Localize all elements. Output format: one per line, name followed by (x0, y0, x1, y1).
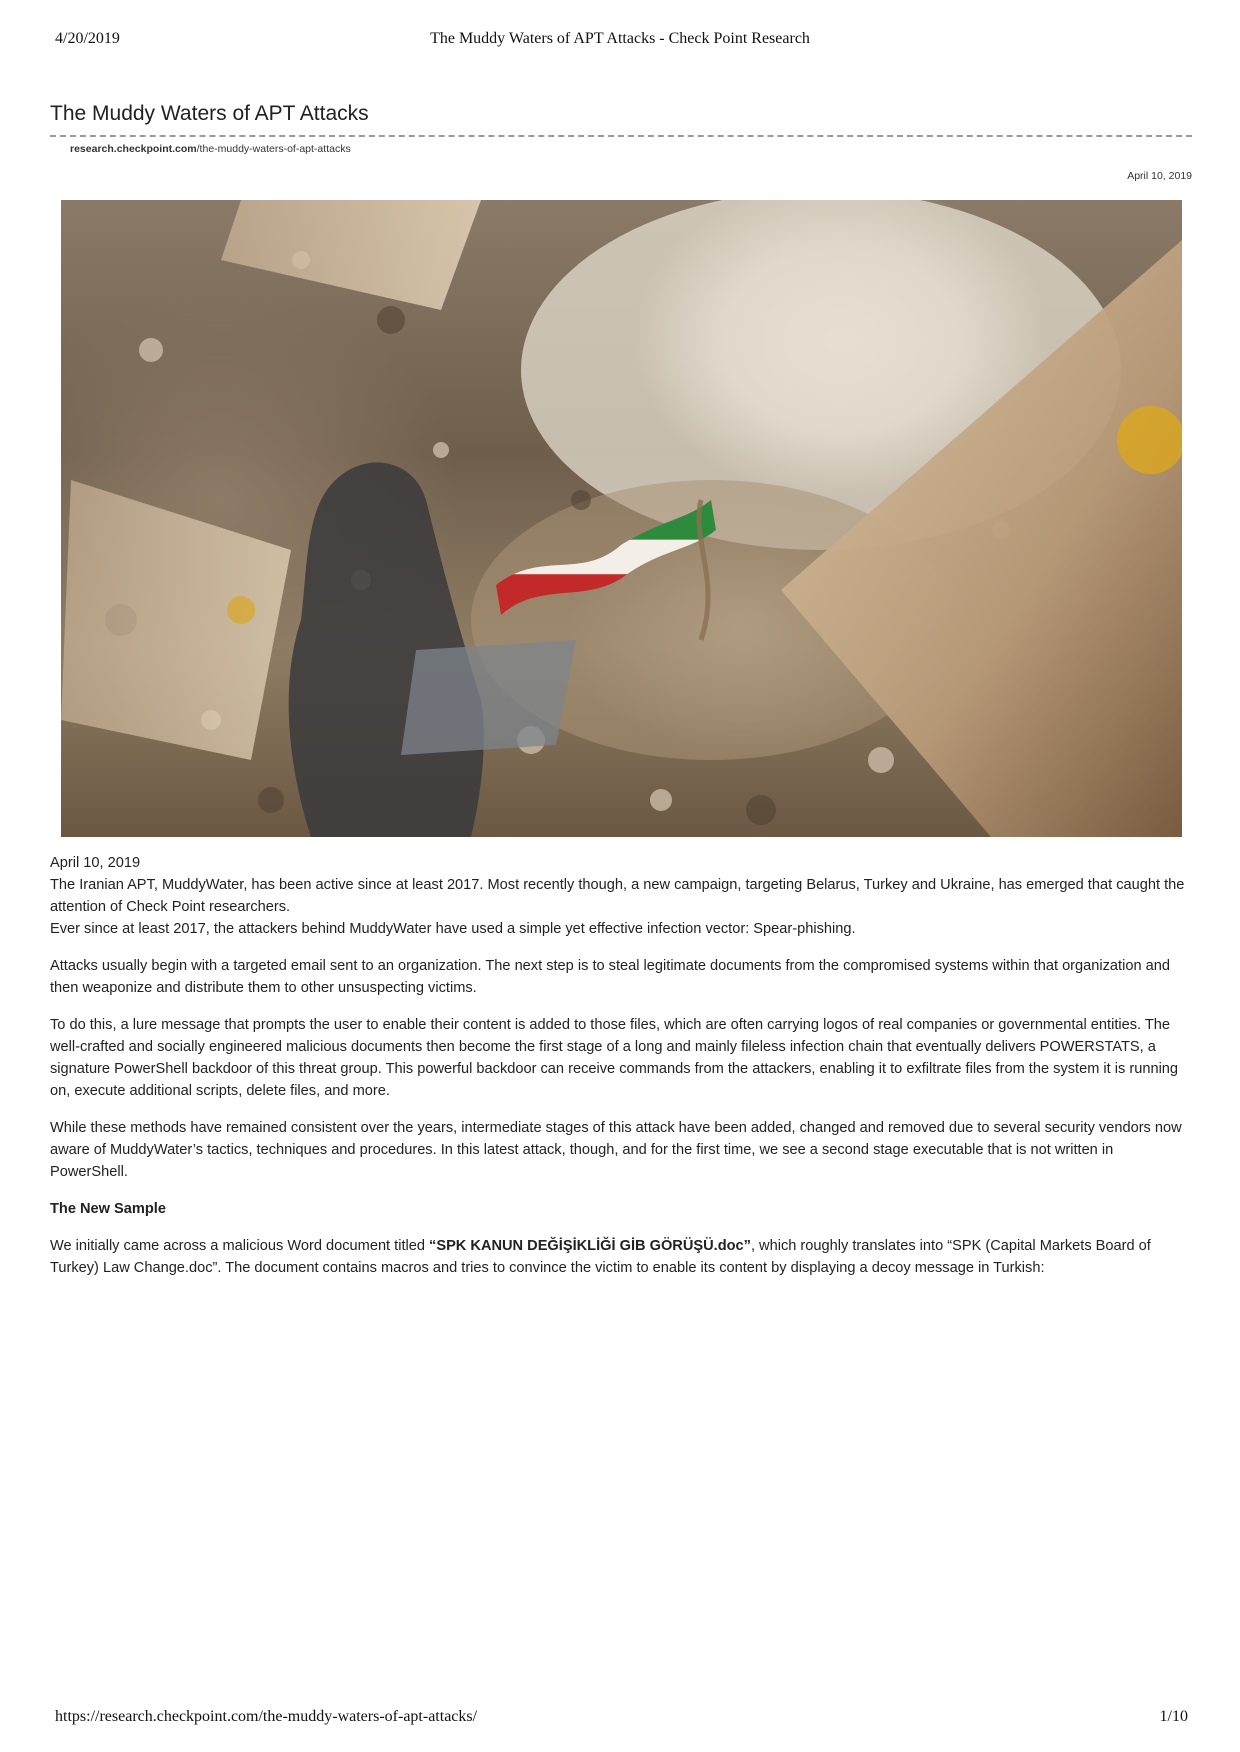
print-url: https://research.checkpoint.com/the-muddy-waters-of-apt-attacks/ (55, 1708, 478, 1725)
hero-illustration (61, 200, 1182, 837)
intro-paragraph: The Iranian APT, MuddyWater, has been active since at least 2017. Most recently though, a new campaign, targeting Belarus, Turkey and Ukraine, has emerged that caught the attention of Check Point researchers. (50, 877, 1185, 915)
page-number: 1/10 (1159, 1708, 1188, 1725)
body-paragraph-2: To do this, a lure message that prompts the user to enable their content is added to those files, which are often carrying logos of real companies or governmental entities. The well-crafted and socially engineered malicious documents then become the first stage of a long and mainly fileless infection chain that eventually delivers POWERSTATS, a signature PowerShell backdoor of this threat group. This powerful backdoor can receive commands from the attackers, enabling it to exfiltrate files from the system it is running on, execute additional scripts, delete files, and more. (50, 1017, 1179, 1099)
para-4-lead: We initially came across a malicious Word document titled (50, 1238, 430, 1254)
source-path: /the-muddy-waters-of-apt-attacks (196, 143, 351, 155)
print-page-title: The Muddy Waters of APT Attacks - Check Point Research (430, 30, 810, 47)
source-domain: research.checkpoint.com (70, 143, 197, 155)
body-paragraph-4 (50, 1235, 1195, 1279)
body-paragraph-1: Attacks usually begin with a targeted email sent to an organization. The next step is to steal legitimate documents from the compromised systems within that organization and then weaponize and distribute them to other unsuspecting victims. (50, 958, 1170, 996)
document-filename: “SPK KANUN DEĞİŞİKLİĞİ GİB GÖRÜŞÜ.doc” (429, 1238, 751, 1254)
source-link[interactable] (70, 143, 351, 155)
para-4-rest: , which roughly translates into “SPK (Capital Markets Board of Turkey) Law Change.doc”. The document contains macros and tries to convince the victim to enable its content by displaying a decoy message in Turkish: (50, 1238, 1151, 1276)
print-header (0, 30, 1240, 52)
publish-date: April 10, 2019 (1127, 170, 1192, 182)
print-date: 4/20/2019 (55, 30, 120, 47)
article-title: The Muddy Waters of APT Attacks (50, 102, 369, 125)
print-footer (0, 1708, 1240, 1730)
section-heading: The New Sample (50, 1201, 166, 1217)
article-body (50, 852, 1195, 1279)
hero-image (61, 200, 1182, 837)
body-paragraph-3: While these methods have remained consistent over the years, intermediate stages of this attack have been added, changed and removed due to several security vendors now aware of MuddyWater’s tactics, techniques and procedures. In this latest attack, though, and for the first time, we see a second stage executable that is not written in PowerShell. (50, 1120, 1182, 1180)
intro-paragraph-2: Ever since at least 2017, the attackers behind MuddyWater have used a simple yet effective infection vector: Spear-phishing. (50, 921, 856, 937)
post-date: April 10, 2019 (50, 855, 141, 871)
title-divider (50, 135, 1192, 137)
